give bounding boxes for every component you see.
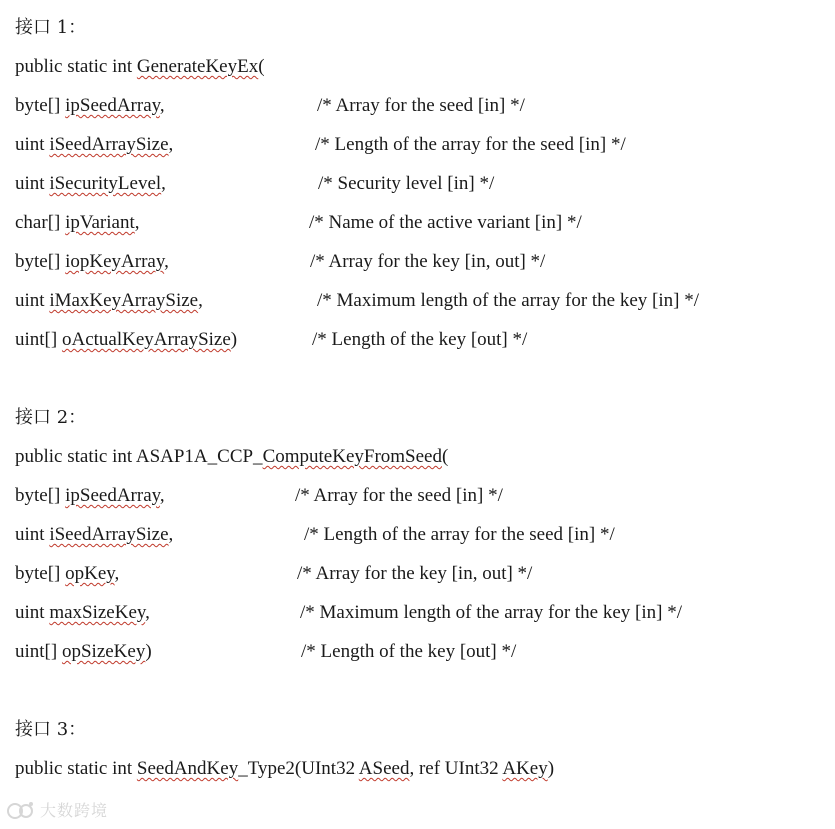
param-sep: , — [114, 563, 120, 584]
signature-suffix: ( — [442, 446, 449, 467]
param-name: iSeedArraySize — [49, 134, 169, 155]
param-type: uint[] — [15, 641, 62, 662]
param-line — [15, 484, 165, 508]
param-comment: /* Maximum length of the array for the key [in] */ — [317, 290, 700, 311]
param-name: opKey — [65, 563, 115, 584]
interface-3-signature — [15, 757, 554, 781]
watermark-logo-icon — [6, 800, 36, 820]
param-type: char[] — [15, 212, 66, 233]
param-name: opSizeKey — [61, 641, 146, 662]
signature-prefix: public static int — [15, 758, 137, 779]
param-sep: , — [145, 602, 150, 623]
param-line — [15, 94, 165, 118]
param-name: iMaxKeyArraySize — [49, 290, 199, 311]
param-comment: /* Length of the array for the seed [in] */ — [315, 134, 626, 155]
param-comment: /* Length of the key [out] */ — [312, 329, 528, 350]
param-line — [15, 172, 166, 196]
param-line — [15, 133, 173, 157]
param-name: ipVariant — [65, 212, 135, 233]
param-comment: /* Array for the seed [in] */ — [295, 485, 503, 506]
signature-middle: , ref UInt32 — [409, 758, 503, 779]
function-name: ComputeKeyFromSeed — [262, 446, 442, 467]
param-comment: /* Array for the key [in, out] */ — [310, 251, 546, 272]
param-sep: , — [164, 251, 169, 272]
interface-2-signature — [15, 445, 448, 469]
interface-1-signature — [15, 55, 265, 79]
param-type: byte[] — [15, 563, 66, 584]
param-type: uint[] — [15, 329, 62, 350]
param-name: ipSeedArray — [65, 485, 160, 506]
param-comment: /* Array for the seed [in] */ — [317, 95, 525, 116]
param-name: maxSizeKey — [49, 602, 146, 623]
param-line — [15, 523, 173, 547]
param-type: byte[] — [15, 251, 66, 272]
param-line — [15, 328, 237, 352]
param-name: iSeedArraySize — [49, 524, 169, 545]
param-comment: /* Length of the key [out] */ — [301, 641, 517, 662]
signature-prefix: public static int — [15, 56, 137, 77]
param-sep: , — [168, 134, 174, 155]
interface-2-heading: 接口 2： — [15, 407, 87, 428]
param-sep: , — [159, 95, 165, 116]
param-line — [15, 601, 150, 625]
interface-1-heading: 接口 1： — [15, 17, 87, 38]
watermark-text: 大数跨境 — [40, 801, 109, 820]
param-type: byte[] — [15, 95, 66, 116]
param-name: oActualKeyArraySize — [61, 329, 231, 350]
param-type: uint — [15, 524, 50, 545]
signature-middle: _Type2(UInt32 — [238, 758, 359, 779]
param-type: uint — [15, 173, 50, 194]
param-line — [15, 640, 152, 664]
param-name: iSecurityLevel — [49, 173, 162, 194]
function-name: GenerateKeyEx — [136, 56, 259, 77]
param-comment: /* Maximum length of the array for the key [in] */ — [300, 602, 683, 623]
param-line — [15, 211, 140, 235]
arg-name: ASeed — [358, 758, 410, 779]
param-sep: , — [134, 212, 140, 233]
param-comment: /* Name of the active variant [in] */ — [309, 212, 582, 233]
arg-name: AKey — [502, 758, 548, 779]
param-comment: /* Array for the key [in, out] */ — [297, 563, 533, 584]
param-sep: , — [161, 173, 166, 194]
param-sep: , — [168, 524, 174, 545]
signature-suffix: ( — [258, 56, 265, 77]
signature-prefix: public static int ASAP1A_CCP_ — [15, 446, 263, 467]
param-line — [15, 289, 203, 313]
param-sep: ) — [230, 329, 238, 350]
param-comment: /* Security level [in] */ — [318, 173, 495, 194]
param-type: uint — [15, 290, 50, 311]
param-type: uint — [15, 602, 50, 623]
param-sep: ) — [145, 641, 152, 662]
param-type: byte[] — [15, 485, 66, 506]
watermark — [6, 798, 108, 821]
param-line — [15, 562, 119, 586]
function-name: SeedAndKey — [136, 758, 239, 779]
param-name: ipSeedArray — [65, 95, 160, 116]
param-name: iopKeyArray — [65, 251, 165, 272]
param-line — [15, 250, 169, 274]
param-type: uint — [15, 134, 50, 155]
param-sep: , — [159, 485, 165, 506]
param-sep: , — [198, 290, 203, 311]
signature-suffix: ) — [547, 758, 555, 779]
param-comment: /* Length of the array for the seed [in] */ — [304, 524, 615, 545]
interface-3-heading: 接口 3： — [15, 719, 87, 740]
